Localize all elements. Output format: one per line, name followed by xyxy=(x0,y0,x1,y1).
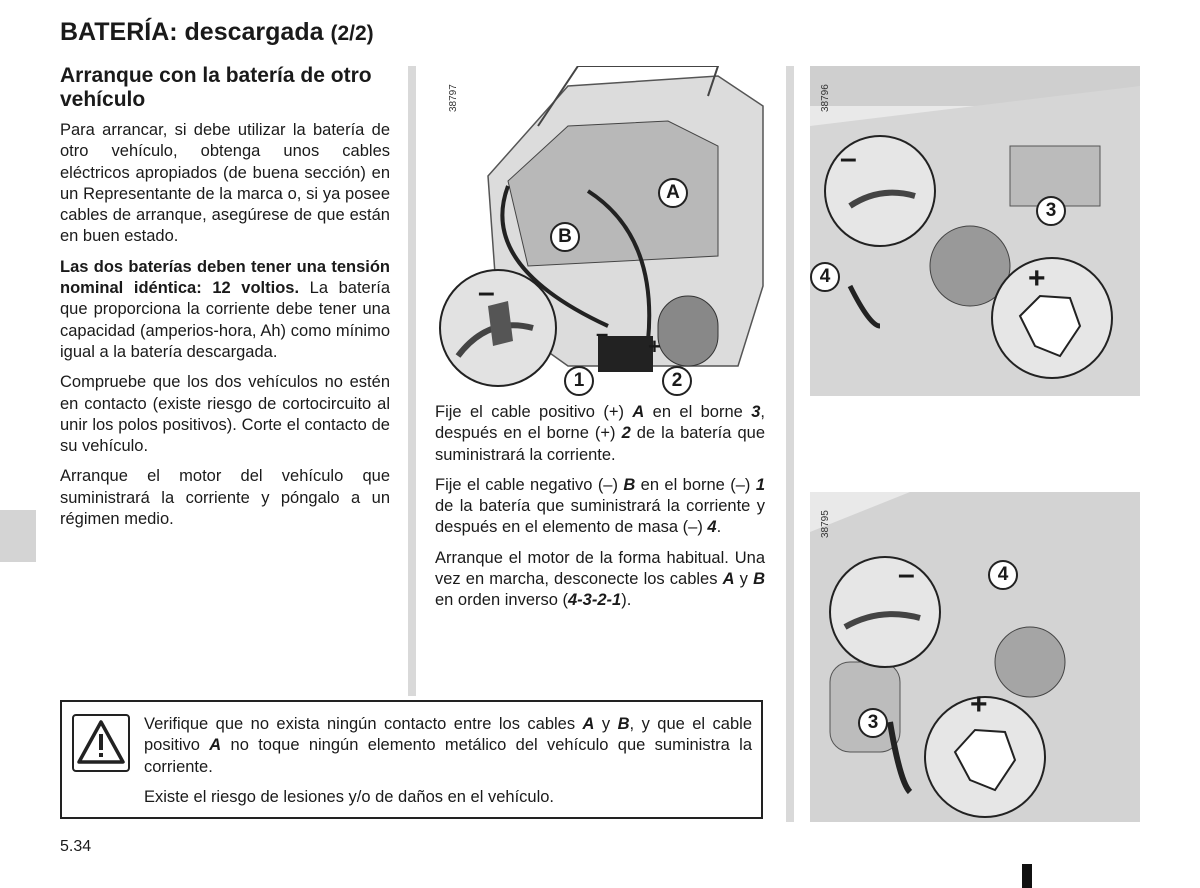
chapter-tab xyxy=(0,510,36,562)
page-title-sub: (2/2) xyxy=(330,22,374,45)
engine-bay-illustration xyxy=(810,492,1140,822)
figure-code: 38795 xyxy=(820,510,831,538)
callout-4: 4 xyxy=(810,262,840,292)
page-title xyxy=(60,18,374,47)
paragraph-intro: Para arrancar, si debe utilizar la batería de otro vehículo, obtenga unos cables eléctricos apropiados (de buena sección) en un Representante de la marca o, si ya posee cables de arranque, asegúrese de que están en buen estado. xyxy=(60,121,390,246)
warning-line-1: Verifique que no exista ningún contacto entre los cables A y B, y que el cable positivo A no toque ningún elemento metálico del vehículo que suministra la corriente. xyxy=(144,715,753,776)
figure-code: 38796 xyxy=(820,84,831,112)
plus-sign: + xyxy=(1028,262,1046,295)
page-title-main: BATERÍA: descargada xyxy=(60,18,324,46)
step-negative-cable: Fije el cable negativo (–) B en el borne (–) 1 de la batería que suministrará la corriente y después en el elemento de masa (–) 4. xyxy=(435,475,765,537)
callout-1: 1 xyxy=(564,366,594,396)
column-divider-left xyxy=(408,66,416,696)
figure-jumper-cables xyxy=(418,66,766,396)
warning-text xyxy=(144,714,752,817)
engine-bay-illustration xyxy=(810,66,1140,396)
figure-code: 38797 xyxy=(448,84,459,112)
warning-box xyxy=(60,700,763,819)
page-edge-marker xyxy=(1022,864,1032,888)
minus-sign: – xyxy=(478,276,495,309)
text-column-left xyxy=(60,64,390,539)
capacity-note: La batería que proporciona la corriente debe tener una capacidad (amperios-hora, Ah) como mínimo igual a la batería descargada. xyxy=(60,279,390,361)
callout-4: 4 xyxy=(988,560,1018,590)
minus-sign: – xyxy=(840,142,857,175)
callout-2: 2 xyxy=(662,366,692,396)
text-column-middle xyxy=(435,402,765,621)
paragraph-start: Arranque el motor del vehículo que suministrará la corriente y póngalo a un régimen medio. xyxy=(60,467,390,529)
page-number: 5.34 xyxy=(60,838,92,855)
callout-a: A xyxy=(658,178,688,208)
callout-b: B xyxy=(550,222,580,252)
step-start-engine: Arranque el motor de la forma habitual. Una vez en marcha, desconecte los cables A y B en orden inverso (4-3-2-1). xyxy=(435,548,765,610)
figure-engine-bay-top xyxy=(810,66,1140,396)
plus-sign-battery: + xyxy=(648,334,661,359)
warning-triangle-icon xyxy=(72,714,130,772)
voltage-note: Las dos baterías deben tener una tensión nominal idéntica: 12 voltios. xyxy=(60,257,390,298)
minus-sign: – xyxy=(898,558,915,591)
figure-engine-bay-bottom xyxy=(810,492,1140,822)
section-heading: Arranque con la batería de otro vehículo xyxy=(60,64,372,111)
callout-3: 3 xyxy=(858,708,888,738)
step-positive-cable: Fije el cable positivo (+) A en el borne 3, después en el borne (+) 2 de la batería que suministrará la corriente. xyxy=(435,403,765,464)
minus-sign-battery: – xyxy=(596,321,609,346)
paragraph-contact: Compruebe que los dos vehículos no estén en contacto (existe riesgo de cortocircuito al unir los polos positivos). Corte el contacto de su vehículo. xyxy=(60,373,390,456)
callout-3: 3 xyxy=(1036,196,1066,226)
plus-sign: + xyxy=(970,688,988,721)
column-divider-right xyxy=(786,66,794,822)
warning-line-2: Existe el riesgo de lesiones y/o de daños en el vehículo. xyxy=(144,787,555,806)
paragraph-voltage xyxy=(60,257,390,363)
van-illustration xyxy=(418,66,766,396)
